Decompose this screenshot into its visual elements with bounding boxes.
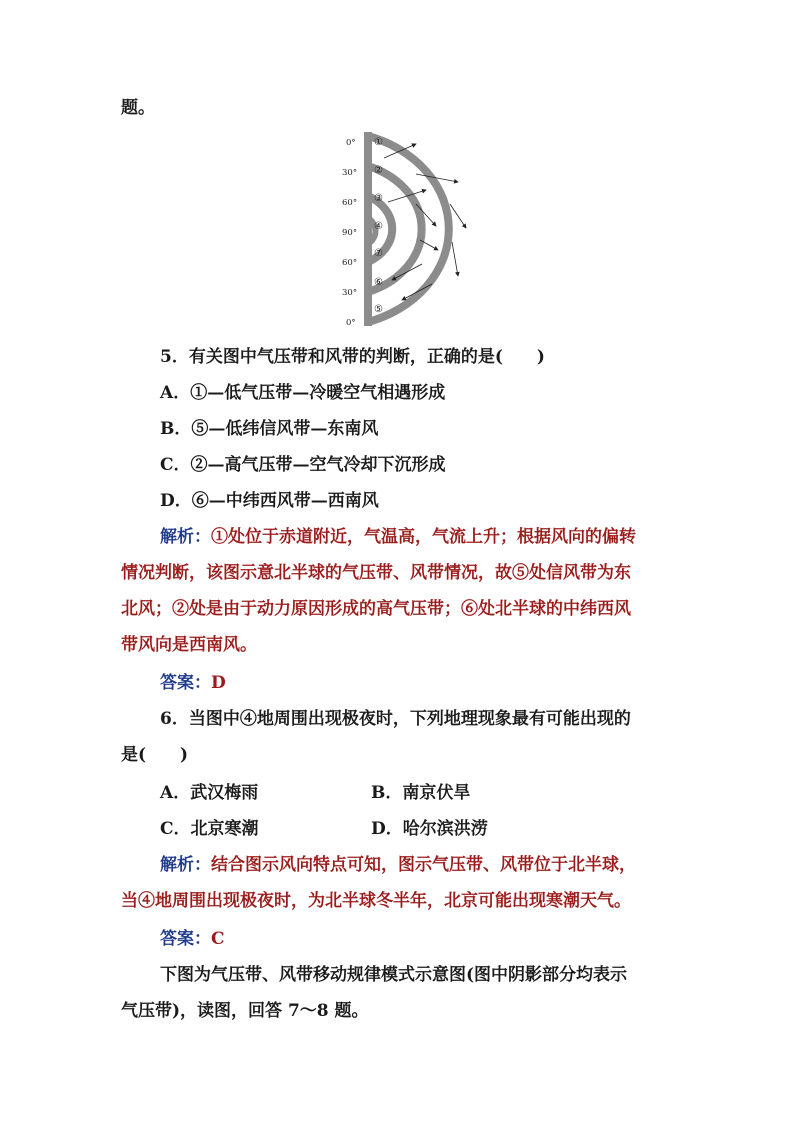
zone-label: ④ — [374, 221, 383, 232]
q6-stem-line-2: 是( ) — [121, 745, 189, 765]
q5-analysis-line-2: 情况判断，该图示意北半球的气压带、风带情况，故⑤处信风带为东 — [121, 563, 631, 583]
q6-analysis-line-1 — [160, 853, 636, 877]
zone-label: ② — [374, 165, 383, 176]
q6-analysis-line-2: 当④地周围出现极夜时，为北半球冬半年，北京可能出现寒潮天气。 — [121, 891, 631, 911]
axis-bar — [364, 132, 372, 326]
next-intro-line-1: 下图为气压带、风带移动规律模式示意图(图中阴影部分均表示 — [160, 965, 628, 985]
q5-answer-value: D — [211, 673, 226, 693]
q6-option-a[interactable]: A．武汉梅雨 — [160, 783, 259, 803]
intro-tail: 题。 — [121, 98, 155, 118]
q5-option-d[interactable]: D．⑥—中纬西风带—西南风 — [160, 491, 379, 511]
zone-label: ① — [374, 137, 383, 148]
next-intro-line-2: 气压带)，读图，回答 7～8 题。 — [121, 1001, 369, 1021]
q6-analysis-label: 解析： — [160, 855, 211, 875]
lat-label: 30° — [342, 288, 358, 298]
lat-label: 30° — [342, 168, 358, 178]
q5-analysis-line-1 — [160, 525, 636, 549]
q6-answer-value: C — [211, 929, 225, 949]
q6-answer-label: 答案： — [160, 929, 211, 949]
lat-label: 0° — [346, 138, 356, 148]
zone-label: ③ — [374, 193, 383, 204]
q6-option-d[interactable]: D．哈尔滨洪涝 — [371, 819, 488, 839]
zone-label: ⑤ — [374, 304, 383, 315]
q6-analysis-text: 结合图示风向特点可知，图示气压带、风带位于北半球， — [211, 855, 636, 875]
pressure-wind-belt-diagram — [332, 128, 502, 333]
lat-label: 60° — [342, 198, 358, 208]
lat-label: 60° — [342, 258, 358, 268]
q6-option-b[interactable]: B．南京伏旱 — [371, 783, 471, 803]
q5-option-b[interactable]: B．⑤—低纬信风带—东南风 — [160, 419, 379, 439]
q5-analysis-text: ①处位于赤道附近，气温高，气流上升；根据风向的偏转 — [211, 527, 636, 547]
q5-answer-label: 答案： — [160, 673, 211, 693]
q5-analysis-line-4: 带风向是西南风。 — [121, 635, 257, 655]
wind-arrow — [452, 242, 458, 276]
q5-option-a[interactable]: A．①—低气压带—冷暖空气相遇形成 — [160, 383, 446, 403]
zone-label: ⑦ — [374, 248, 383, 259]
q5-analysis-line-3: 北风；②处是由于动力原因形成的高气压带；⑥处北半球的中纬西风 — [121, 599, 631, 619]
q6-stem-line-1: 6．当图中④地周围出现极夜时，下列地理现象最有可能出现的 — [160, 709, 631, 729]
zone-label: ⑥ — [374, 277, 383, 288]
q5-stem: 5．有关图中气压带和风带的判断，正确的是( ) — [160, 347, 545, 367]
q6-option-c[interactable]: C．北京寒潮 — [160, 819, 259, 839]
q5-analysis-label: 解析： — [160, 527, 211, 547]
q5-option-c[interactable]: C．②—高气压带—空气冷却下沉形成 — [160, 455, 446, 475]
lat-label: 0° — [346, 318, 356, 328]
q6-answer — [160, 927, 225, 951]
lat-label: 90° — [342, 228, 358, 238]
q5-answer — [160, 671, 226, 695]
